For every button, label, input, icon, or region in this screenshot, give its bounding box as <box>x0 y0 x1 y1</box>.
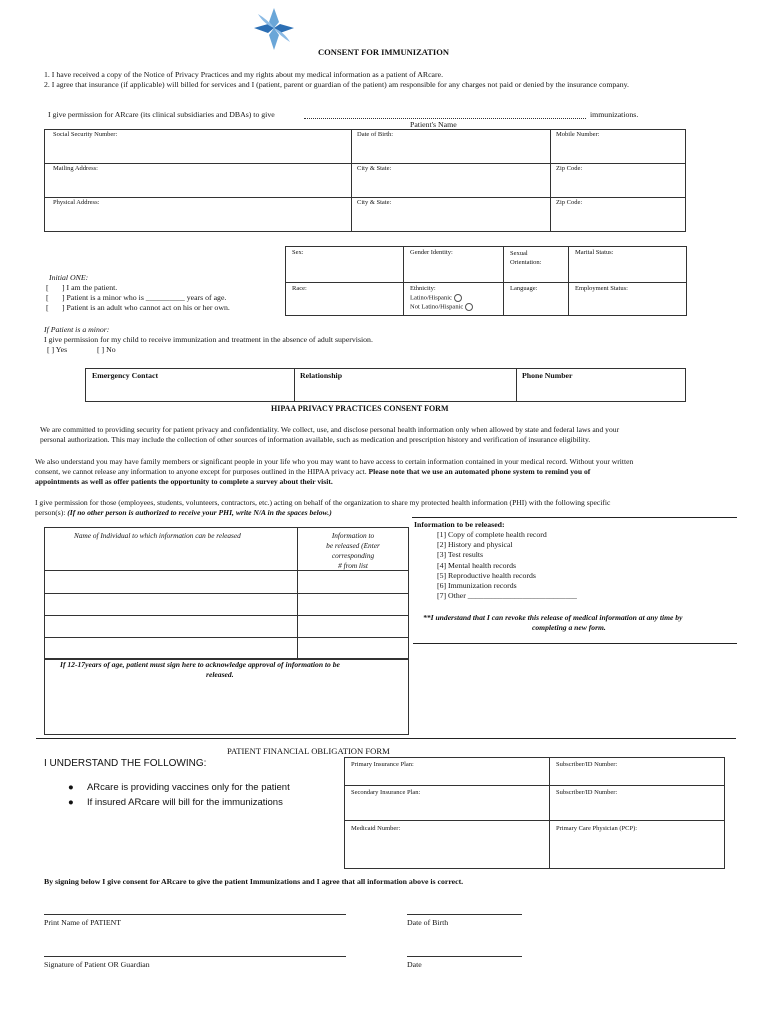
initial-option-adult: ] Patient is an adult who cannot act on his or her own. <box>62 303 230 312</box>
release-item-6: [6] Immunization records <box>437 581 517 591</box>
mobile-field[interactable]: Mobile Number: <box>556 131 600 138</box>
radio-icon[interactable] <box>465 303 473 311</box>
permission-suffix: immunizations. <box>590 110 639 119</box>
understand-heading: I UNDERSTAND THE FOLLOWING: <box>44 758 207 769</box>
release-row-3[interactable] <box>45 616 408 636</box>
release-row-2[interactable] <box>45 594 408 614</box>
ethnicity-option-latino[interactable]: Latino/Hispanic <box>410 294 462 302</box>
orientation-field[interactable]: Sexual Orientation: <box>510 250 542 266</box>
initial-option-minor: ] Patient is a minor who is __________ years of age. <box>62 293 227 302</box>
bullet-icon: ● <box>68 782 74 793</box>
marital-status-field[interactable]: Marital Status: <box>575 249 614 256</box>
date-sign-line[interactable] <box>407 956 522 957</box>
hipaa-paragraph-1a: We are committed to providing security for patient privacy and confidentiality. We collect, use, and disclose personal health information only when allowed by state and federal laws and your <box>40 425 620 434</box>
financial-bullet-1: ● ARcare is providing vaccines only for the patient <box>68 782 290 793</box>
gender-identity-field[interactable]: Gender Identity: <box>410 249 453 256</box>
release-row-1[interactable] <box>45 571 408 592</box>
revoke-note-line-2: completing a new form. <box>532 623 606 632</box>
release-list <box>437 530 577 601</box>
financial-title: PATIENT FINANCIAL OBLIGATION FORM <box>227 746 390 756</box>
signature-label: Signature of Patient OR Guardian <box>44 960 150 969</box>
intro-line-1: 1. I have received a copy of the Notice of Privacy Practices and my rights about my medical information as a patient of ARcare. <box>44 70 444 79</box>
dob-sign-line[interactable] <box>407 914 522 915</box>
zip-field-1[interactable]: Zip Code: <box>556 165 583 172</box>
minor-no-checkbox[interactable]: [ ] No <box>97 345 116 354</box>
permission-prefix: I give permission for ARcare (its clinical subsidiaries and DBAs) to give <box>48 110 275 119</box>
subscriber-id-field-2[interactable]: Subscriber/ID Number: <box>556 789 618 796</box>
employment-status-field[interactable]: Employment Status: <box>575 285 628 292</box>
secondary-insurance-field[interactable]: Secondary Insurance Plan: <box>351 789 421 796</box>
ssn-field[interactable]: Social Security Number: <box>53 131 118 138</box>
hipaa-paragraph-1b: personal authorization. This may include the collection of other sources of information available, such as medication and prescription history and verification of insurance eligibility. <box>40 435 591 444</box>
date-sign-label: Date <box>407 960 422 969</box>
subscriber-id-field-1[interactable]: Subscriber/ID Number: <box>556 761 618 768</box>
print-name-line[interactable] <box>44 914 346 915</box>
patient-name-label: Patient's Name <box>410 120 457 129</box>
release-col-info-header: Information to be released (Enter corresponding # from list <box>326 531 380 570</box>
revoke-note-line-1: **I understand that I can revoke this release of medical information at any time by <box>423 613 683 622</box>
financial-bullet-2: ● If insured ARcare will bill for the immunizations <box>68 797 283 808</box>
ethnicity-option-not-latino[interactable]: Not Latino/Hispanic <box>410 303 473 311</box>
ethnicity-field: Ethnicity: <box>410 285 436 292</box>
zip-field-2[interactable]: Zip Code: <box>556 199 583 206</box>
primary-insurance-field[interactable]: Primary Insurance Plan: <box>351 761 414 768</box>
minor-heading: If Patient is a minor: <box>44 325 110 334</box>
relationship-field[interactable]: Relationship <box>300 371 343 380</box>
initial-heading: Initial ONE: <box>49 273 89 282</box>
release-item-3: [3] Test results <box>437 550 484 560</box>
race-field[interactable]: Race: <box>292 285 307 292</box>
release-item-4: [4] Mental health records <box>437 560 517 570</box>
city-state-field-1[interactable]: City & State: <box>357 165 392 172</box>
signing-statement: By signing below I give consent for ARcare to give the patient Immunizations and I agree that all information above is correct. <box>44 877 464 886</box>
minor-permission-text: I give permission for my child to receive immunization and treatment in the absence of adult supervision. <box>44 335 373 344</box>
city-state-field-2[interactable]: City & State: <box>357 199 392 206</box>
signature-line[interactable] <box>44 956 346 957</box>
pcp-field[interactable]: Primary Care Physician (PCP): <box>556 825 638 832</box>
mailing-address-field[interactable]: Mailing Address: <box>53 165 98 172</box>
hipaa-paragraph-3b: person(s): (If no other person is authorized to receive your PHI, write N/A in the spaces below.) <box>35 508 332 517</box>
demographics-table <box>285 246 687 316</box>
bullet-icon: ● <box>68 797 74 808</box>
dob-field[interactable]: Date of Birth: <box>357 131 394 138</box>
physical-address-field[interactable]: Physical Address: <box>53 199 100 206</box>
intro-line-2: 2. I agree that insurance (if applicable) will billed for services and I (patient, parent or guardian of the patient) am responsible for any charges not paid or denied by the insurance company. <box>44 80 629 89</box>
patient-name-field[interactable] <box>304 118 586 119</box>
hipaa-title: HIPAA PRIVACY PRACTICES CONSENT FORM <box>271 404 449 413</box>
release-item-2: [2] History and physical <box>437 540 513 550</box>
minor-signature-instruction-1: If 12-17years of age, patient must sign here to acknowledge approval of information to be <box>60 660 340 669</box>
language-field[interactable]: Language: <box>510 285 538 292</box>
release-item-7: [7] Other ____________________________ <box>437 591 577 601</box>
insurance-table <box>344 757 725 869</box>
hipaa-paragraph-3a: I give permission for those (employees, students, volunteers, contractors, etc.) acting on behalf of the organization to share my protected health information (PHI) with the following specific <box>35 498 611 507</box>
arcare-logo <box>250 6 298 52</box>
emergency-contact-table <box>85 368 686 402</box>
print-name-label: Print Name of PATIENT <box>44 918 122 927</box>
minor-signature-instruction-2: released. <box>206 670 234 679</box>
medicaid-number-field[interactable]: Medicaid Number: <box>351 825 401 832</box>
hipaa-paragraph-2b: consent, we cannot release any information to anyone except for purposes outlined in the HIPAA privacy act. Please note that we use an automated phone system to remind you of <box>35 467 591 476</box>
release-col-name-header: Name of Individual to which information can be released <box>74 531 241 540</box>
dob-sign-label: Date of Birth <box>407 918 449 927</box>
patient-info-table <box>44 129 686 232</box>
initial-bracket-2[interactable]: [ <box>46 293 49 302</box>
release-list-heading: Information to be released: <box>414 520 505 529</box>
minor-yes-checkbox[interactable]: [ ] Yes <box>47 345 68 354</box>
initial-option-patient: ] I am the patient. <box>62 283 118 292</box>
radio-icon[interactable] <box>454 294 462 302</box>
phone-number-field[interactable]: Phone Number <box>522 371 573 380</box>
document-title: CONSENT FOR IMMUNIZATION <box>318 47 449 57</box>
release-item-1: [1] Copy of complete health record <box>437 530 547 539</box>
hipaa-paragraph-2c: appointments as well as offer patients the opportunity to complete a survey about their visit. <box>35 477 333 486</box>
sex-field[interactable]: Sex: <box>292 249 304 256</box>
initial-bracket-3[interactable]: [ <box>46 303 49 312</box>
release-row-4[interactable] <box>45 638 408 659</box>
emergency-contact-field[interactable]: Emergency Contact <box>92 371 159 380</box>
initial-bracket-1[interactable]: [ <box>46 283 49 292</box>
hipaa-paragraph-2a: We also understand you may have family members or significant people in your life who you may want to have access to certain information contained in your medical record. Without your written <box>35 457 634 466</box>
release-item-5: [5] Reproductive health records <box>437 570 536 580</box>
